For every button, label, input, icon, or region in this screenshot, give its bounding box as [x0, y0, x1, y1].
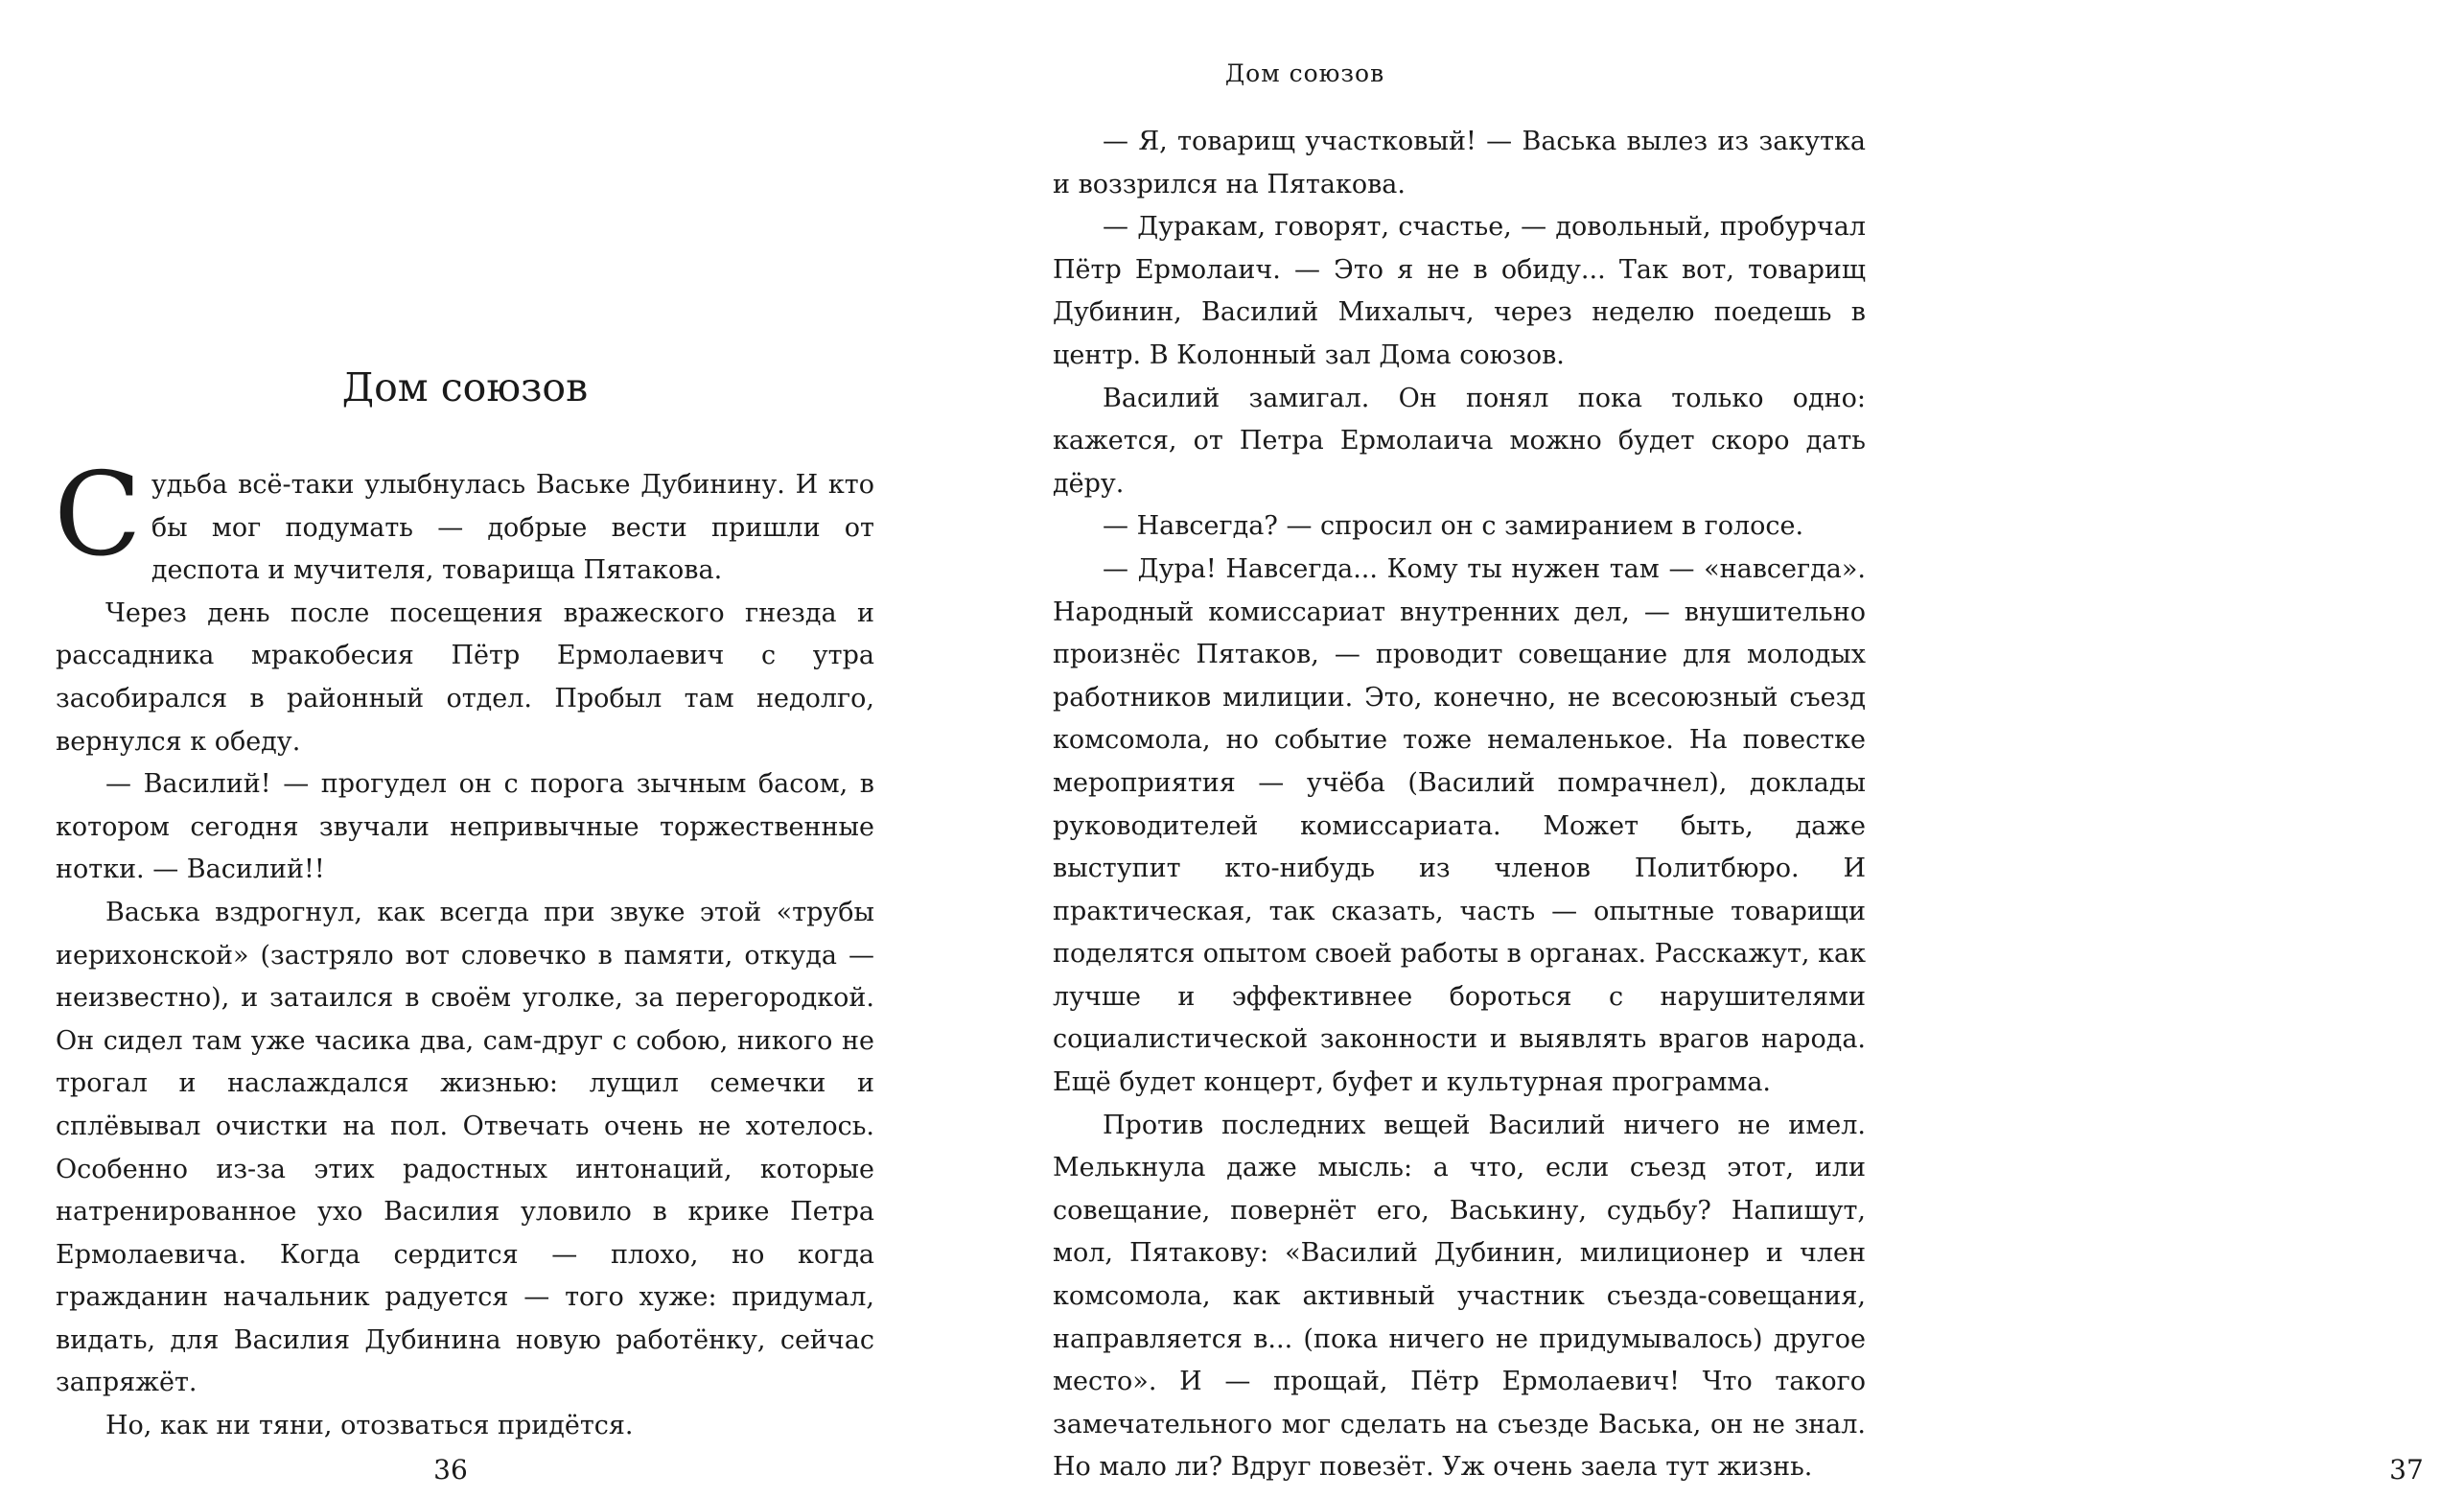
paragraph: Против последних вещей Василий ничего не имел. Мелькнула даже мысль: а что, если съезд этот, или совещание, повернёт его, Васькину, судьбу? Напишут, мол, Пятакову: «Василий Дубинин, милиционер и член комсомола, как активный участник съезда-совещания, направляется в... (пока ничего не придумывалось) другое место». И — прощай, Пётр Ермолаевич! Что такого замечательного мог сделать на съезде Васька, он не знал. Но мало ли? Вдруг повезёт. Уж очень заела тут жизнь. — [1053, 1110, 1866, 1483]
left-page — [0, 0, 959, 1498]
paragraph: Через день после посещения вражеского гнезда и рассадника мракобесия Пётр Ермолаевич с утра засобирался в районный отдел. Пробыл там недолго, вернулся к обеду. — [56, 597, 874, 757]
paragraph: — Навсегда? — спросил он с замиранием в голосе. — [1103, 511, 1804, 542]
paragraph: — Дура! Навсегда... Кому ты нужен там — «навсегда». Народный комиссариат внутренних дел, — внушительно произнёс Пятаков, — проводит совещание для молодых работников милиции. Это, конечно, не всесоюзный съезд комсомола, но событие тоже немаленькое. На повестке мероприятия — учёба (Василий помрачнел), доклады руководителей комиссариата. Может быть, даже выступит кто-нибудь из членов Политбюро. И практическая, так сказать, часть — опытные товарищи поделятся опытом своей работы в органах. Расскажут, как лучше и эффективнее бороться с нарушителями социалистической законности и выявлять врагов народа. Ещё будет концерт, буфет и культурная программа. — [1053, 553, 1866, 1098]
paragraph: Но, как ни тяни, отозваться придётся. — [105, 1411, 634, 1441]
chapter-title: Дом союзов — [341, 364, 589, 410]
right-page-text — [1053, 121, 1866, 1489]
paragraph: — Дуракам, говорят, счастье, — довольный, пробурчал Пётр Ермолаич. — Это я не в обиду... Так вот, товарищ Дубинин, Василий Михалыч, через неделю поедешь в центр. В Колонный зал Дома союзов. — [1053, 212, 1866, 370]
paragraph: Василий замигал. Он понял пока только одно: кажется, от Петра Ермолаича можно будет скоро дать дёру. — [1053, 383, 1866, 499]
running-header: Дом союзов — [1224, 59, 1385, 87]
left-page-text — [54, 449, 874, 1448]
drop-cap: С — [54, 449, 142, 582]
paragraph: Васька вздрогнул, как всегда при звуке этой «трубы иерихонской» (застряло вот словечко в памяти, откуда — неизвестно), и затаился в своём уголке, за перегородкой. Он сидел там уже часика два, сам-друг с собою, никого не трогал и наслаждался жизнью: лущил семечки и сплёвывал очистки на пол. Отвечать очень не хотелось. Особенно из-за этих радостных интонаций, которые натренированное ухо Василия уловило в крике Петра Ермолаевича. Когда сердится — плохо, но когда гражданин начальник радуется — того хуже: придумал, видать, для Василия Дубинина новую работёнку, сейчас запряжёт. — [56, 897, 874, 1398]
paragraph: — Я, товарищ участковый! — Васька вылез из закутка и воззрился на Пятакова. — [1053, 127, 1866, 199]
paragraph: Судьба всё-таки улыбнулась Ваське Дубинину. И кто бы мог подумать — добрые вести пришли от деспота и мучителя, товарища Пятакова. — [54, 449, 874, 586]
paragraph: — Василий! — прогудел он с порога зычным басом, в котором сегодня звучали непривычные торжественные нотки. — Василий!! — [56, 769, 874, 885]
page-number-left: 36 — [433, 1454, 468, 1486]
page-number-right: 37 — [2389, 1454, 2424, 1486]
